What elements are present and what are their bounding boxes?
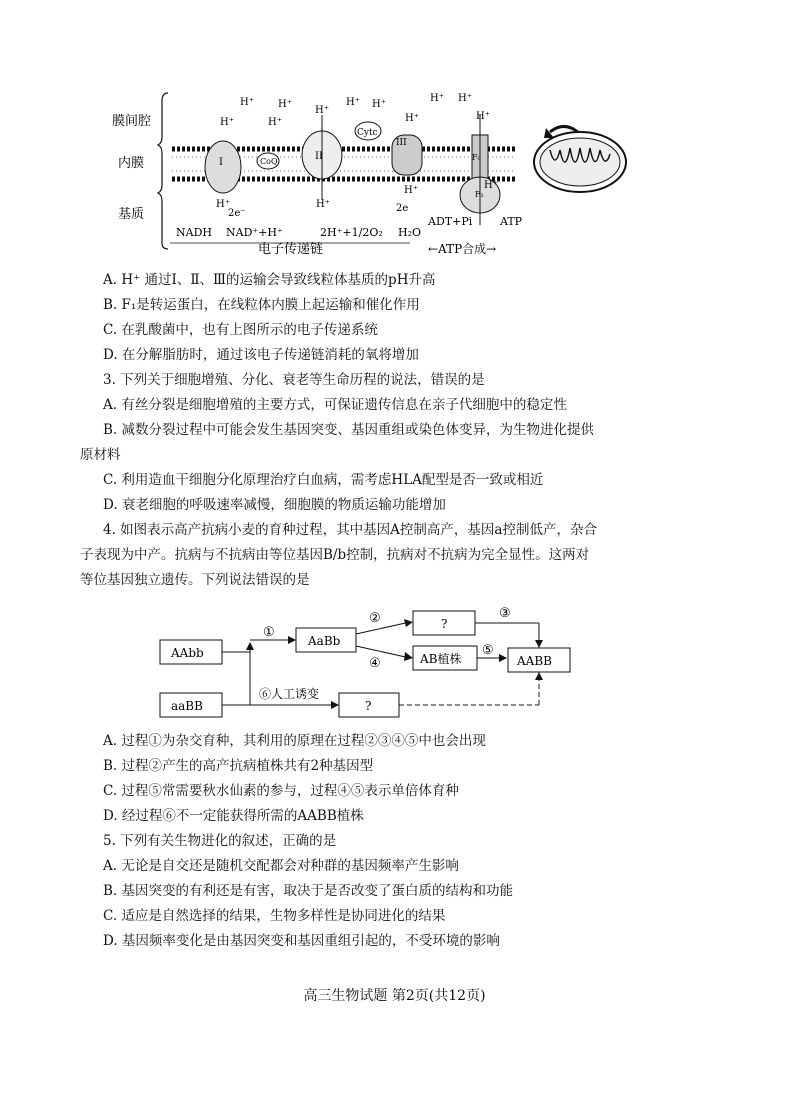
q2-option-b: B. F₁是转运蛋白，在线粒体内膜上起运输和催化作用 bbox=[103, 297, 420, 313]
nad: NAD⁺+H⁺ bbox=[226, 226, 283, 239]
adt-pi: ADT+Pi bbox=[428, 215, 473, 228]
step-5: ⑤ bbox=[482, 643, 494, 658]
two-electrons: 2e⁻ bbox=[228, 208, 246, 219]
q3-option-b-cont: 原材料 bbox=[80, 447, 121, 463]
step-1: ① bbox=[263, 625, 275, 640]
q4-option-d: D. 经过程⑥不一定能获得所需的AABB植株 bbox=[103, 808, 364, 824]
nadh: NADH bbox=[176, 226, 212, 239]
h-plus: H⁺ bbox=[315, 105, 329, 116]
water: H₂O bbox=[398, 226, 422, 239]
breeding-flowchart bbox=[155, 600, 595, 725]
q4-stem-1: 4. 如图表示高产抗病小麦的育种过程，其中基因A控制高产，基因a控制低产，杂合 bbox=[103, 522, 597, 538]
etc-label: 电子传递链 bbox=[258, 242, 324, 257]
q3-option-b: B. 减数分裂过程中可能会发生基因突变、基因重组或染色体变异，为生物进化提供 bbox=[103, 422, 595, 438]
q4-stem-3: 等位基因独立遗传。下列说法错误的是 bbox=[80, 572, 310, 588]
h-plus: H⁺ bbox=[404, 185, 418, 196]
q5-stem: 5. 下列有关生物进化的叙述，正确的是 bbox=[103, 833, 337, 849]
text-unknown-2: ? bbox=[365, 699, 372, 713]
q4-option-b: B. 过程②产生的高产抗病植株共有2种基因型 bbox=[103, 758, 374, 774]
step-6: ⑥人工诱变 bbox=[259, 687, 320, 701]
q2-option-c: C. 在乳酸菌中，也有上图所示的电子传递系统 bbox=[103, 322, 378, 338]
cytc-label: Cytc bbox=[357, 128, 378, 138]
reaction: 2H⁺+1/2O₂ bbox=[320, 226, 383, 239]
text-unknown-1: ? bbox=[441, 617, 448, 631]
atp: ATP bbox=[500, 215, 523, 228]
q3-option-a: A. 有丝分裂是细胞增殖的主要方式，可保证遗传信息在亲子代细胞中的稳定性 bbox=[103, 397, 567, 413]
h-plus: H⁺ bbox=[316, 199, 330, 210]
q2-option-d: D. 在分解脂肪时，通过该电子传递链消耗的氧将增加 bbox=[103, 347, 419, 363]
coq-label: CoQ bbox=[260, 157, 278, 166]
h-plus: H⁺ bbox=[220, 117, 234, 128]
q5-option-d: D. 基因频率变化是由基因突变和基因重组引起的，不受环境的影响 bbox=[103, 933, 500, 949]
step-2: ② bbox=[369, 611, 381, 626]
complex-I-label: I bbox=[219, 157, 223, 168]
h-plus: H⁺ bbox=[430, 93, 444, 104]
complex-III-label: III bbox=[396, 138, 407, 148]
q5-option-b: B. 基因突变的有利还是有害，取决于是否改变了蛋白质的结构和功能 bbox=[103, 883, 514, 899]
page-footer: 高三生物试题 第2页(共12页) bbox=[303, 988, 486, 1004]
q3-option-d: D. 衰老细胞的呼吸速率减慢，细胞膜的物质运输功能增加 bbox=[103, 497, 446, 513]
q5-option-a: A. 无论是自交还是随机交配都会对种群的基因频率产生影响 bbox=[103, 858, 459, 874]
q4-stem-2: 子表现为中产。抗病与不抗病由等位基因B/b控制，抗病对不抗病为完全显性。这两对 bbox=[80, 547, 590, 563]
q4-option-c: C. 过程⑤常需要秋水仙素的参与，过程④⑤表示单倍体育种 bbox=[103, 783, 459, 799]
h-plus: H⁺ bbox=[405, 113, 419, 124]
h-plus: H⁺ bbox=[476, 111, 490, 122]
h-plus: H⁺ bbox=[216, 199, 230, 210]
step-4: ④ bbox=[369, 656, 381, 671]
complex-II-label: II bbox=[315, 151, 323, 162]
h-plus: H⁺ bbox=[268, 117, 282, 128]
q5-option-c: C. 适应是自然选择的结果，生物多样性是协同进化的结果 bbox=[103, 908, 446, 924]
text-AABB: AABB bbox=[517, 654, 552, 668]
h-plus: H⁺ bbox=[372, 99, 386, 110]
q3-option-c: C. 利用造血干细胞分化原理治疗白血病，需考虑HLA配型是否一致或相近 bbox=[103, 472, 544, 488]
h-plus: H⁺ bbox=[278, 99, 292, 110]
mitochondrion-image bbox=[520, 120, 630, 200]
two-electrons-b: 2e bbox=[396, 203, 409, 214]
label-inner-membrane: 内膜 bbox=[118, 156, 145, 171]
step-3: ③ bbox=[499, 606, 511, 621]
text-ab-plant: AB植株 bbox=[420, 652, 462, 666]
h-plus: H⁺ bbox=[240, 97, 254, 108]
label-matrix: 基质 bbox=[118, 207, 145, 222]
complex-I bbox=[205, 141, 241, 193]
text-AaBb: AaBb bbox=[308, 634, 341, 648]
f1-label: F₁ bbox=[475, 190, 484, 199]
q4-option-a: A. 过程①为杂交育种，其利用的原理在过程②③④⑤中也会出现 bbox=[103, 733, 486, 749]
h-plus: H⁺ bbox=[484, 180, 498, 191]
h-plus: H⁺ bbox=[458, 93, 472, 104]
label-intermembrane: 膜间腔 bbox=[112, 114, 152, 129]
f0-label: F₀ bbox=[472, 153, 481, 162]
q3-stem: 3. 下列关于细胞增殖、分化、衰老等生命历程的说法，错误的是 bbox=[103, 372, 485, 388]
h-plus: H⁺ bbox=[346, 97, 360, 108]
q2-option-a: A. H⁺ 通过Ⅰ、Ⅱ、Ⅲ的运输会导致线粒体基质的pH升高 bbox=[103, 272, 436, 288]
electron-transport-figure bbox=[110, 85, 550, 260]
text-aaBB: aaBB bbox=[171, 699, 203, 713]
atp-synthesis-label: ←ATP合成→ bbox=[428, 242, 497, 256]
brace bbox=[158, 93, 168, 249]
text-aabb-left: AAbb bbox=[171, 646, 204, 660]
